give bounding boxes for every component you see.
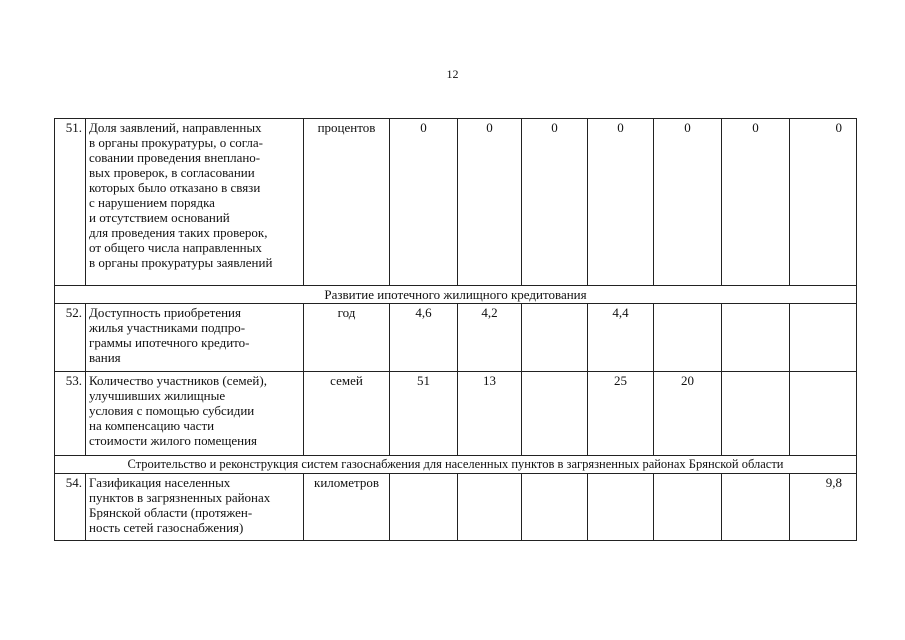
indicator-name-line: улучшивших жилищные	[89, 388, 226, 403]
value-cell	[722, 372, 790, 456]
indicator-name-line: с нарушением порядка	[89, 195, 215, 210]
indicator-name	[86, 372, 304, 456]
row-number: 54.	[55, 474, 86, 541]
indicator-name-line: Количество участников (семей),	[89, 373, 267, 388]
value-cell	[790, 304, 857, 372]
value-cell: 0	[790, 119, 857, 286]
indicator-name-line: для проведения таких проверок,	[89, 225, 268, 240]
unit-cell: семей	[304, 372, 390, 456]
value-cell: 0	[654, 119, 722, 286]
indicator-name-line: граммы ипотечного кредито-	[89, 335, 250, 350]
indicator-name-line: Брянской области (протяжен-	[89, 505, 253, 520]
value-cell: 0	[522, 119, 588, 286]
unit-cell: километров	[304, 474, 390, 541]
row-number: 51.	[55, 119, 86, 286]
unit-cell: год	[304, 304, 390, 372]
value-cell	[522, 304, 588, 372]
table-row	[55, 304, 857, 372]
indicator-name-line: условия с помощью субсидии	[89, 403, 255, 418]
value-cell: 4,4	[588, 304, 654, 372]
value-cell	[722, 304, 790, 372]
indicator-name	[86, 119, 304, 286]
indicator-name-line: вых проверок, в согласовании	[89, 165, 255, 180]
page-number: 12	[446, 67, 459, 81]
value-cell	[588, 474, 654, 541]
value-cell: 13	[458, 372, 522, 456]
value-cell	[522, 474, 588, 541]
indicator-name-line: в органы прокуратуры заявлений	[89, 255, 273, 270]
indicator-name-line: вания	[89, 350, 121, 365]
row-number: 52.	[55, 304, 86, 372]
value-cell	[654, 304, 722, 372]
indicator-name-line: стоимости жилого помещения	[89, 433, 258, 448]
indicator-name-line: пунктов в загрязненных районах	[89, 490, 271, 505]
value-cell	[390, 474, 458, 541]
indicator-name-line: Газификация населенных	[89, 475, 231, 490]
table-row	[55, 474, 857, 541]
indicator-name-line: жилья участниками подпро-	[89, 320, 246, 335]
value-cell	[790, 372, 857, 456]
indicator-name-line: ность сетей газоснабжения)	[89, 520, 244, 535]
value-cell: 0	[722, 119, 790, 286]
value-cell: 4,6	[390, 304, 458, 372]
indicator-name	[86, 304, 304, 372]
value-cell: 0	[588, 119, 654, 286]
unit-cell: процентов	[304, 119, 390, 286]
indicator-name-line: в органы прокуратуры, о согла-	[89, 135, 263, 150]
indicator-name-line: совании проведения внеплано-	[89, 150, 261, 165]
value-cell: 51	[390, 372, 458, 456]
value-cell: 0	[390, 119, 458, 286]
row-number: 53.	[55, 372, 86, 456]
indicator-name-line: Доступность приобретения	[89, 305, 241, 320]
section-row	[55, 456, 857, 474]
value-cell: 0	[458, 119, 522, 286]
indicator-name-line: на компенсацию части	[89, 418, 215, 433]
indicator-name	[86, 474, 304, 541]
indicators-table	[54, 118, 857, 541]
indicator-name-line: от общего числа направленных	[89, 240, 262, 255]
section-row	[55, 286, 857, 304]
indicator-name-line: Доля заявлений, направленных	[89, 120, 262, 135]
value-cell	[458, 474, 522, 541]
value-cell	[522, 372, 588, 456]
indicator-name-line: которых было отказано в связи	[89, 180, 261, 195]
indicator-name-line: и отсутствием оснований	[89, 210, 230, 225]
table-row	[55, 119, 857, 286]
value-cell: 20	[654, 372, 722, 456]
value-cell: 9,8	[790, 474, 857, 541]
section-heading: Развитие ипотечного жилищного кредитования	[55, 286, 857, 304]
value-cell: 4,2	[458, 304, 522, 372]
section-heading: Строительство и реконструкция систем газоснабжения для населенных пунктов в загрязненных районах Брянской области	[55, 456, 857, 474]
value-cell	[722, 474, 790, 541]
value-cell: 25	[588, 372, 654, 456]
value-cell	[654, 474, 722, 541]
table-row	[55, 372, 857, 456]
